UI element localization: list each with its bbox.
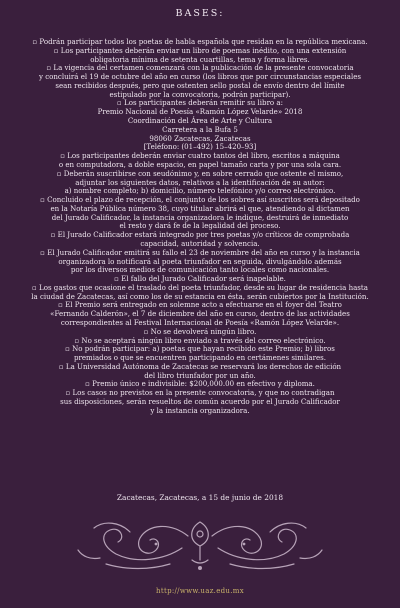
- bases-line: ▫ No se aceptará ningún libro enviado a través del correo electrónico.: [74, 335, 326, 345]
- bases-line: obligatoria mínima de setenta cuartillas, tema y forma libres.: [90, 54, 310, 64]
- bases-line: ▫ Deberán suscribirse con seudónimo y, en sobre cerrado que ostente el mismo,: [56, 168, 344, 178]
- bases-line: ▫ Premio único e indivisible: $200,000.00 en efectivo y diploma.: [85, 379, 315, 389]
- bases-line: Carretera a la Bufa 5: [162, 124, 238, 134]
- bases-line: Coordinación del Área de Arte y Cultura: [127, 116, 273, 126]
- bases-line: organizadora lo notificará al poeta triunfador en seguida, divulgándolo además: [58, 256, 342, 266]
- bases-line: por los diversos medios de comunicación tanto locales como nacionales.: [70, 265, 330, 275]
- bases-line: ▫ Los gastos que ocasione el traslado del poeta triunfador, desde su lugar de residencia hasta: [32, 282, 368, 292]
- website-link[interactable]: http://www.uaz.edu.mx: [156, 587, 244, 595]
- date-line: Zacatecas, Zacatecas, a 15 de junio de 2018: [116, 493, 284, 502]
- bases-line: Premio Nacional de Poesía «Ramón López Velarde» 2018: [97, 107, 303, 117]
- bases-line: en la Notaría Pública número 38, cuyo titular abrirá el que, atendiendo al dictamen: [50, 203, 350, 213]
- bases-line: ▫ Los casos no previstos en la presente convocatoria, y que no contradigan: [65, 388, 335, 398]
- bases-line: y concluirá el 19 de octubre del año en curso (los libros que por circunstancias especiales: [38, 72, 362, 82]
- bases-line: del libro triunfador por un año.: [144, 370, 256, 380]
- bases-line: capacidad, autoridad y solvencia.: [140, 238, 260, 248]
- bases-line: 98060 Zacatecas, Zacatecas: [149, 133, 251, 143]
- bases-line: sus disposiciones, serán resueltos de común acuerdo por el Jurado Calificador: [60, 397, 340, 407]
- bases-line: [Teléfono: (01–492) 15–420–93]: [143, 142, 257, 152]
- bases-line: sean recibidos después, pero que ostenten sello postal de envío dentro del límite: [55, 80, 345, 90]
- bases-line: ▫ El fallo del Jurado Calificador será inapelable.: [114, 274, 286, 284]
- bases-line: del Jurado Calificador, la instancia organizadora le indique, destruirá de inmediato: [51, 212, 349, 222]
- bases-line: el resto y dará fe de la legalidad del proceso.: [119, 221, 281, 231]
- bases-line: ▫ Los participantes deberán enviar un libro de poemas inédito, con una extensión: [53, 45, 347, 55]
- bases-body: [16, 38, 384, 416]
- bases-line: premiados o que se encuentren participando en certámenes similares.: [74, 353, 326, 363]
- bases-line: a) nombre completo; b) domicilio, número telefónico y/o correo electrónico.: [64, 186, 336, 196]
- bases-line: estipulado por la convocatoria, podrán participar).: [109, 89, 291, 99]
- bases-line: correspondientes al Festival Internacional de Poesía «Ramón López Velarde».: [60, 318, 340, 327]
- bases-line: ▫ Concluido el plazo de recepción, el conjunto de los sobres así suscritos será depositado: [40, 195, 360, 205]
- bases-line: ▫ No podrán participar: a) poetas que hayan recibido este Premio; b) libros: [65, 344, 335, 354]
- bases-line: ▫ No se devolverá ningún libro.: [143, 326, 257, 336]
- bases-line: la ciudad de Zacatecas, así como los de su estancia en ésta, serán cubiertos por la Institución.: [31, 291, 369, 301]
- bases-line: ▫ El Jurado Calificador emitirá su fallo el 23 de noviembre del año en curso y la instancia: [40, 247, 360, 257]
- bases-line: y la instancia organizadora.: [150, 405, 250, 415]
- bases-line: o en computadora, a doble espacio, en papel tamaño carta y por una sola cara.: [58, 159, 342, 169]
- bases-line: ▫ La Universidad Autónoma de Zacatecas se reservará los derechos de edición: [58, 361, 342, 371]
- bases-line: ▫ Los participantes deberán remitir su libro a:: [117, 98, 283, 108]
- ornament-scroll-icon: [70, 514, 330, 574]
- bases-line: ▫ El Premio será entregado en solemne acto a efectuarse en el foyer del Teatro: [58, 300, 342, 310]
- bases-line: ▫ El Jurado Calificador estará integrado por tres poetas y/o críticos de comprobada: [50, 230, 350, 240]
- bases-title: BASES:: [175, 8, 225, 19]
- bases-line: «Fernando Calderón», el 7 de diciembre del año en curso, dentro de las actividades: [50, 309, 350, 319]
- bases-line: ▫ Podrán participar todos los poetas de habla española que residan en la república mexicana.: [32, 37, 368, 46]
- bases-line: ▫ La vigencia del certamen comenzará con la publicación de la presente convocatoria: [46, 63, 354, 73]
- bases-line: adjuntar los siguientes datos, relativos a la identificación de su autor:: [75, 177, 325, 187]
- bases-line: ▫ Los participantes deberán enviar cuatro tantos del libro, escritos a máquina: [60, 151, 340, 161]
